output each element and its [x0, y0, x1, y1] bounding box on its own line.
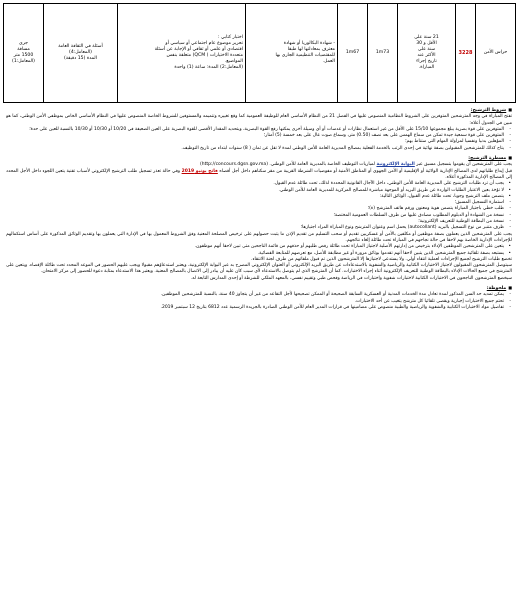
header-cell-age: 21 سنة على الأقل و 30 سنة على الأكثر عند تاريخ إجراء المباراة.: [398, 4, 456, 103]
header-cell-general-culture: أسئلة في الثقافة العامة (المعامل:4) المدة (15 دقيقة): [44, 4, 118, 103]
document-item: - طلب خطي باجتياز المباراة يتضمن هوية ومعنون ورقم هاتف المترشح (ة)؛: [6, 206, 512, 212]
header-table: [3, 3, 516, 103]
header-cell-height-female: 1m67: [338, 4, 368, 103]
note-item: - يمكن تمديد حد السن المذكور لمدة تعادل مدة الخدمات المدنية أو العسكرية السابقة الصحيحة أو الممكن تصحيحها لأجل التقاعد من غير أن يتجاوز 40 سنة، بالنسبة للمترشحين الموظفين.: [6, 292, 512, 298]
procedure-paragraph: سيتوصل المترشحون المقبولون لاجتياز الاختبارات الكتابية والرياضية والشفوية بالاستدعاءات عن طريق البريد الإلكتروني أو العنوان الإلكتروني المصرح به عبر البوابة الإلكترونية، ويعتبر استدعاؤهم مقبولا ويجب عليهم الحضور في الموعد المحدد تحت طائلة الإقصاء. ويتعين على المترشح في جميع الحالات الإدلاء بالبطاقة الوطنية للتعريف الإلكترونية أثناء إجراء الاختبارات. كما أن المترشح الذي لم يتوصل بالاستدعاء لأي سبب كان عليه أن يبادر إلى الاتصال بالمصالح المعنية. ويعتبر هذا الاستدعاء بمثابة دعوة للحضور إلى مركز الامتحان.: [6, 263, 512, 275]
notice-body: [6, 106, 512, 611]
note-item: - تحتم جميع الاختبارات إجبارية ويقصى تلقائيا كل مترشح يتغيب عن أحد الاختبارات.: [6, 299, 512, 305]
header-cell-running: جري مسافة 1500 متر (المعامل:1): [4, 4, 44, 103]
procedure-paragraph: • يتضمن ملف الترشيح وجوبا، تحت طائلة عدم القبول، الوثائق التالية:: [6, 194, 512, 200]
condition-item: - يتاح كذلك للمترشحين المقبولين بصفة نهائية في إحدى الرتب بالخدمة الفعلية بمصالح المديرية العامة للأمن الوطني لمدة لا تقل عن ثمان ( 8) سنوات ابتداء من تاريخ التوظيف.: [6, 146, 512, 152]
procedure-deadline: قبل إيداع طلباتهم لدى المصالح الإدارية الولائية أو الإقليمية أو الأمن الجهوي أو المناطق الأمنية أو مفوضيات الشرطة القريبة من مقر سكناهم داخل أجل أقصاه فاتح يونيو 2019 وفي حالة تعذر تسجيل طلب الترشيح الإلكتروني لأسباب تقنية يتعين اللجوء داخل الأجل المحدد إلى المصالح الإدارية المذكورة أعلاه.: [6, 168, 512, 180]
document-item: - نسخة من الشهادة أو الدبلوم المطلوب مصادق عليها من طرف السلطات العمومية المختصة؛: [6, 213, 512, 219]
header-cell-height-male: 1m73: [368, 4, 398, 103]
header-cell-rank: حراس الأمن: [476, 4, 516, 103]
square-bullet-icon: ■: [508, 155, 512, 161]
square-bullet-icon: ■: [508, 107, 512, 112]
header-cell-posts: 3228: [456, 4, 476, 103]
section-title-conditions: ■شروط الترشيح:: [470, 107, 512, 113]
portal-link[interactable]: البوابة الإلكترونية: [376, 162, 415, 168]
procedure-paragraph: • لا تؤخذ بعين الاعتبار الطلبات الواردة عن طريق البريد أو الموجهة مباشرة للمصالح المركزية للمديرية العامة للأمن الوطني.: [6, 188, 512, 194]
condition-item: - المتوفرين على قوة سمعية جيدة تمكن من سماع الهمس على بعد نصف (0.50) متر، وسماع صوت عال على بعد خمسة (5) أمتار؛: [6, 133, 512, 139]
section-title-note: ■ملحوظة:: [486, 285, 512, 292]
procedure-paragraph: • يستبعد بصفة تلقائية جميع المترشحين الذين يتبين لاحقا أنهم تقدموا بوثائق مزورة أو غير مطابقة للأصل، مع تعرضهم للمتابعة القضائية.: [6, 251, 512, 257]
document-item: - ظرف متنبر من نوع التسجيل بالبريد (autocollant) يحمل اسم وعنوان المترشح ونوع المباراة المراد اجتيازها؛: [6, 225, 512, 231]
procedure-paragraph: • يجب أن ترد طلبات الترشيح على المديرية العامة للأمن الوطني، داخل الآجال القانونية المحددة لذلك، تحت طائلة عدم القبول.: [6, 181, 512, 187]
header-cell-written-exam: اختبار كتابي : تحرير موضوع عام اجتماعي أو سياسي أو اقتصادي أو علمي أو ثقافي أو الإجابة عن أسئلة متعددة الاختيارات ( QCM) متعلقة بنفس المواضيع. (المعامل:2) المدة: ساعة (1) واحدة: [118, 4, 246, 103]
document-item: - استمارة التسجيل المسبق؛: [6, 200, 512, 206]
condition-item: - المتوفرين على قوة بصرية يبلغ مجموعها 15/10 على الأقل من غير استعمال نظارات أو عدسات أو أي وسيلة أخرى يمكنها رفع القوة البصرية، وبتحديد المقدار الأقصى للقوة البصرية على العين الضعيفة في 10/20 أو 10/30 أو 10/30 بالنسبة للعين على حدة؛: [6, 127, 512, 133]
header-cell-diploma: - شهادة البكالوريا أو شهادة معترف بمعادلتها لها طبقا للمقتضيات التنظيمية الجاري بها العمل.: [246, 4, 338, 103]
procedure-paragraph: يجب على المترشحين الذين يعملون بصفة موظفين أو مكلفين بالأمن أو عسكريين تقديم أو سحب التسليم من تقديم الإذن ما يثبت حصولهم على ترخيص المصلحة المعنية وفق الشروط المعمول بها في الإدارة التي يعملون بها وتقديم الوثائق المذكورة على أساس استكمالهم للإجراءات الإدارية الخاصة بهم لاحقا في حالة نجاحهم في المباراة تحت طائلة إلغاء نتائجهم.: [6, 231, 512, 243]
procedure-portal[interactable]: يجب على المترشحين أن يقوموا بتسجيل مسبق عبر البوابة الإلكترونية لمباريات التوظيف الخاصة بالمديرية العامة للأمن الوطني. (http://concours.dgsn.gov.ma): [200, 162, 512, 168]
note-item: - تفاصيل مواد الاختبارات الكتابية والشفوية والرياضية والطبية منصوص على مضامينها في قرارات المدير العام للأمن الوطني الصادرة بالجريدة الرسمية عدد 6812 بتاريخ 12 سبتمبر 2019.: [6, 305, 512, 311]
condition-item: - المؤهلين بدنيا ونفسيا لمزاولة المهام التي ستناط بهم؛: [6, 139, 512, 145]
procedure-paragraph: • يتعين على المترشحين الموظفين الإدلاء بترخيص من إدارتهم الأصلية لاجتياز المباراة تحت طائلة رفض طلبهم أو حذفهم من قائمة الناجحين متى تبين لاحقا أنهم موظفون.: [6, 244, 512, 250]
procedure-paragraph: تخضع طلبات الترشيح لجميع الإجراءات لعملية انتقاء أولي. ولا يستدعي لاجتيازها إلا المترشحون الذين تم قبول ملفاتهم من طرف لجنة الانتقاء.: [251, 256, 512, 262]
conditions-intro: تفتح المباراة في وجه المترشحين المتوفرين على الشروط النظامية المنصوص عليها في الفصل 21 من النظام الأساسي العام للوظيفة العمومية كما وقع تغييره وتتميمه والمستوفين للشروط الخاصة المنصوص عليها في النظام الأساسي الخاص بموظفي الأمن الوطني، كما هو مبين في الجدول أعلاه:: [6, 114, 512, 126]
section-title-procedure: ■مسطرة الترشيح:: [468, 155, 512, 162]
document-item: - نسخة من البطاقة الوطنية للتعريف الإلكترونية؛: [6, 219, 512, 225]
deadline-date: فاتح يونيو 2019: [181, 168, 218, 174]
procedure-paragraph: سيخضع المترشحون الناجحون في الاختبارات الكتابية لاختبارات شفوية واختبارات في الرياضة وفحص طبي وتقييم نفسي، بالمعهد الملكي للشرطة أو إحدى المدارس التابعة له.: [190, 275, 512, 281]
square-bullet-icon: ■: [508, 285, 512, 291]
